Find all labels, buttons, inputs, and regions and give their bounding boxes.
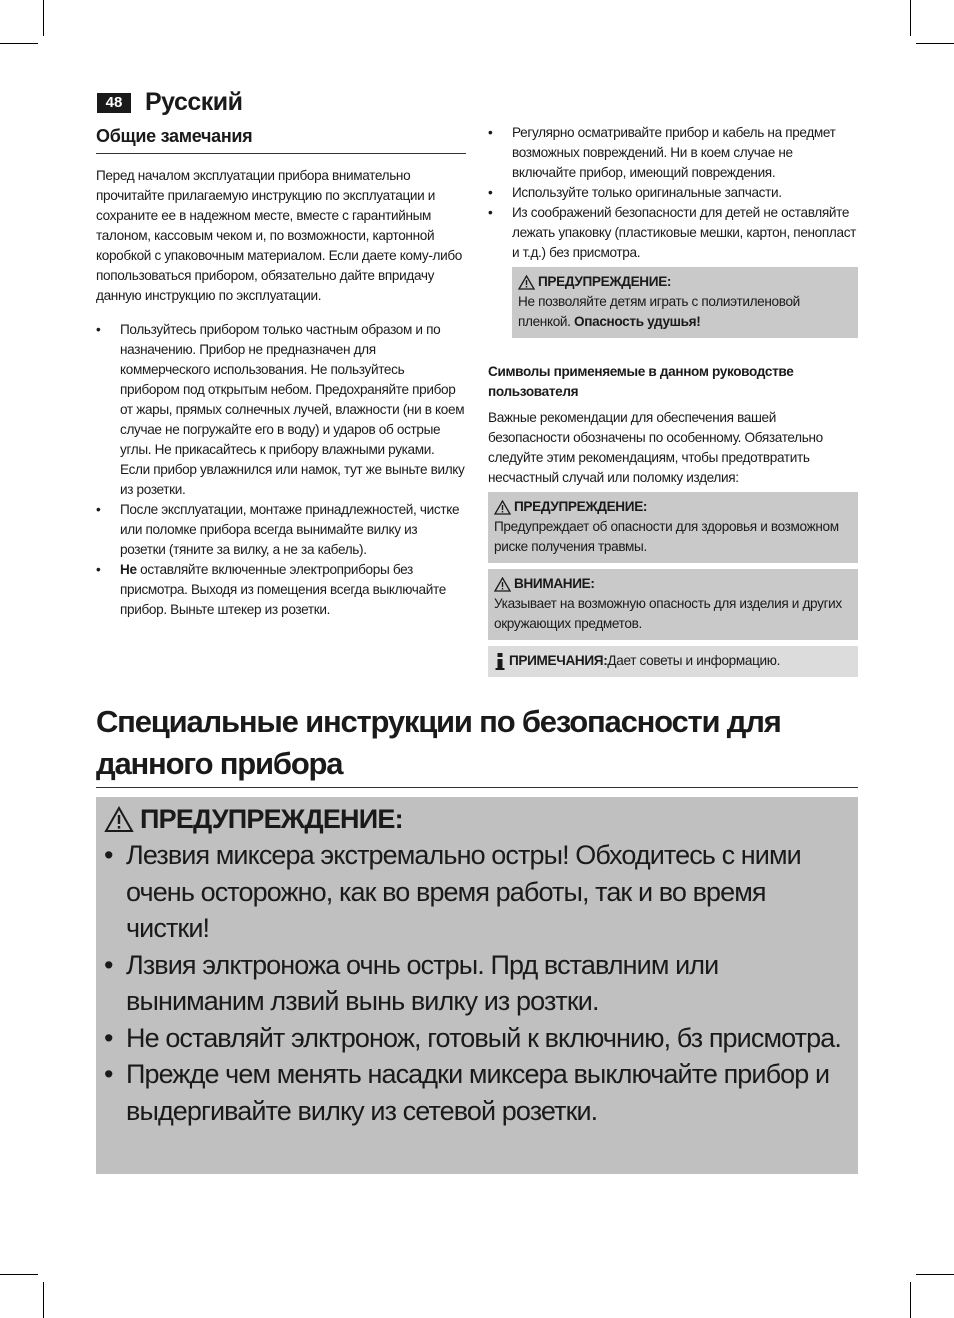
warning-triangle-icon (104, 806, 134, 833)
crop-mark (916, 43, 954, 44)
list-item (104, 837, 848, 947)
warning-box-head (494, 497, 852, 517)
caution-box (488, 569, 858, 640)
caution-text: Указывает на возможную опасность для изделия и других окружающих предметов. (494, 596, 842, 631)
left-column (96, 126, 466, 620)
crop-mark (0, 43, 38, 44)
list-item (488, 123, 858, 183)
list-item-text: Не оставляйт элктронож, готовый к включнию, бз присмотра. (126, 1022, 841, 1053)
crop-mark (916, 1274, 954, 1275)
special-instructions-title: Специальные инструкции по безопасности для данного прибора (96, 701, 858, 788)
warning-triangle-icon (518, 275, 535, 290)
list-item-text: Лзвия элктроножа очнь остры. Прд вставлним или выниманим лзвий вынь вилку из розтки. (126, 949, 719, 1016)
bullet-dot: • (488, 205, 493, 220)
note-box-head (494, 651, 852, 671)
list-item (104, 1020, 848, 1057)
list-item (96, 320, 466, 500)
list-item-text: Лезвия миксера экстремально остры! Обходитесь с ними очень осторожно, как во время работы, так и во время чистки! (126, 840, 801, 943)
page-header (97, 88, 243, 117)
symbols-text: Важные рекомендации для обеспечения вашей безопасности обозначены по особенному. Обязательно следуйте этим рекомендациям, чтобы предотвратить несчастный случай или поломку изделия: (488, 410, 823, 485)
warning-text-bold: Опасность удушья! (574, 314, 701, 329)
warning-title: ПРЕДУПРЕЖДЕНИЕ: (538, 274, 672, 289)
note-box (488, 646, 858, 677)
list-item-text: Используйте только оригинальные запчасти. (512, 185, 782, 200)
crop-mark (910, 0, 911, 36)
symbols-title: Символы применяемые в данном руководстве пользователя (488, 364, 794, 399)
bullet-dot: • (104, 949, 113, 980)
crop-mark (43, 0, 44, 36)
list-item-text: Пользуйтесь прибором только частным образом и по назначению. Прибор не предназначен для коммерческого использования. Не пользуйтесь прибором под открытым небом. Предохраняйте прибор от жары, прямых солнечных лучей, влажности (ни в коем случае не погружайте его в воду) и ударов об острые углы. Не прикасайтесь к прибору влажными руками. Если прибор увлажнился или намок, тут же выньте вилку из розетки. (120, 322, 465, 497)
special-warning-title: ПРЕДУПРЕЖДЕНИЕ: (140, 804, 403, 834)
warning-title: ПРЕДУПРЕЖДЕНИЕ: (514, 499, 648, 514)
caution-title: ВНИМАНИЕ: (514, 576, 595, 591)
crop-mark (43, 1282, 44, 1318)
page-number: 48 (97, 93, 131, 113)
bullet-dot: • (96, 322, 101, 337)
list-item (96, 500, 466, 560)
warning-text: Предупреждает об опасности для здоровья и возможном риске получения травмы. (494, 519, 839, 554)
warning-box-legend (488, 492, 858, 563)
warning-box-head (518, 272, 852, 292)
bullet-dot: • (96, 562, 101, 577)
warning-triangle-icon (494, 500, 511, 515)
crop-mark (910, 1282, 911, 1318)
bullet-dot: • (104, 1022, 113, 1053)
special-warning-box (96, 797, 858, 1174)
warning-text (518, 292, 852, 332)
list-item-text: оставляйте включенные электроприборы без присмотра. Выходя из помещения всегда выключайте прибор. Выньте штекер из розетки. (120, 562, 446, 617)
list-item-text: Из соображений безопасности для детей не оставляйте лежать упаковку (пластиковые мешки, картон, пенопласт и т.д.) без присмотра. (512, 205, 857, 260)
bullet-dot: • (96, 502, 101, 517)
info-icon (494, 653, 506, 670)
note-title: ПРИМЕЧАНИЯ: (509, 653, 608, 668)
special-warning-head (104, 801, 848, 837)
list-item (488, 183, 858, 203)
general-bullets (96, 320, 466, 620)
caution-box-head (494, 574, 852, 594)
list-item-bold: Не (120, 562, 137, 577)
right-column (488, 123, 858, 677)
language-title: Русский (145, 88, 243, 116)
list-item-text: Прежде чем менять насадки миксера выключайте прибор и выдергивайте вилку из сетевой розетки. (126, 1059, 830, 1126)
list-item-text: После эксплуатации, монтаже принадлежностей, чистке или поломке прибора всегда вынимайте вилку из розетки (тяните за вилку, а не за кабель). (120, 502, 460, 557)
special-warning-bullets (104, 837, 848, 1129)
crop-mark (0, 1274, 38, 1275)
warning-text-body: Не позволяйте детям играть с полиэтиленовой пленкой. (518, 294, 800, 329)
list-item (104, 1056, 848, 1129)
section-title-general: Общие замечания (96, 126, 466, 154)
list-item (488, 203, 858, 263)
bullet-dot: • (104, 840, 113, 870)
bullet-dot: • (488, 185, 493, 200)
list-item-text: Регулярно осматривайте прибор и кабель на предмет возможных повреждений. Ни в коем случае не включайте прибор, имеющий повреждения. (512, 125, 836, 180)
right-bullets (488, 123, 858, 263)
warning-triangle-icon (494, 577, 511, 592)
note-text: Дает советы и информацию. (607, 653, 781, 668)
list-item (96, 560, 466, 620)
bullet-dot: • (104, 1059, 113, 1089)
warning-box-film (512, 267, 858, 338)
general-intro: Перед началом эксплуатации прибора внимательно прочитайте прилагаемую инструкцию по эксплуатации и сохраните ее в надежном месте, вместе с гарантийным талоном, кассовым чеком и, по возможности, картонной коробкой с упаковочным материалом. Если даете кому-либо попользоваться прибором, обязательно дайте впридачу данную инструкцию по эксплуатации. (96, 168, 462, 303)
bullet-dot: • (488, 125, 493, 140)
list-item (104, 947, 848, 1020)
